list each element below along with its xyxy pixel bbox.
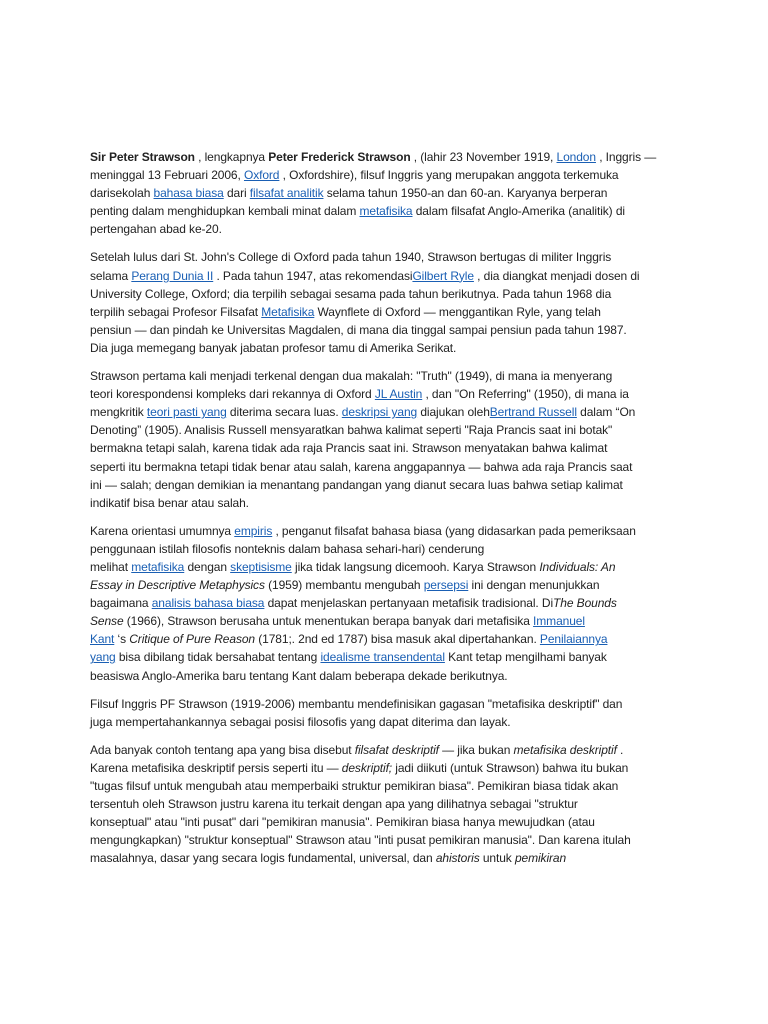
hyperlink[interactable]: Immanuel <box>533 614 585 629</box>
text-run: melihat <box>90 559 132 574</box>
text-line <box>90 148 690 166</box>
document-body <box>90 148 690 877</box>
hyperlink[interactable]: deskripsi yang <box>341 405 418 420</box>
italic-text: pemikiran <box>514 851 567 866</box>
hyperlink[interactable]: teori pasti yang <box>146 405 227 420</box>
hyperlink[interactable]: JL Austin <box>374 387 423 402</box>
hyperlink[interactable]: metafisika <box>359 204 413 219</box>
italic-text: filsafat deskriptif <box>354 742 439 757</box>
italic-text: deskriptif; <box>341 760 393 775</box>
text-line <box>90 303 690 321</box>
text-line <box>90 458 690 476</box>
text-run: Waynflete di Oxford — menggantikan Ryle, yang telah <box>314 304 601 319</box>
text-line <box>90 403 690 421</box>
text-run: ‘s <box>114 632 130 647</box>
italic-text: Sense <box>90 614 124 629</box>
text-run: bisa dibilang tidak bersahabat tentang <box>115 650 321 665</box>
hyperlink[interactable]: filsafat analitik <box>249 186 324 201</box>
text-run: Karena orientasi umumnya <box>90 523 235 538</box>
text-line <box>90 813 690 831</box>
text-run: pertengahan abad ke-20. <box>90 222 222 237</box>
hyperlink[interactable]: empiris <box>234 523 273 538</box>
italic-text: Critique of Pure Reason <box>129 632 256 647</box>
text-line <box>90 741 690 759</box>
text-run: penggunaan istilah filosofis nonteknis dalam bahasa sehari-hari) cenderung <box>90 541 485 556</box>
text-run: , Inggris — <box>595 150 657 164</box>
text-run: bagaimana <box>90 596 152 611</box>
paragraph-4 <box>90 522 690 685</box>
text-run: untuk <box>479 851 515 866</box>
text-line <box>90 849 690 867</box>
bold-text: Peter Frederick Strawson <box>268 150 411 164</box>
text-line <box>90 220 690 238</box>
text-line <box>90 439 690 457</box>
hyperlink[interactable]: Penilaiannya <box>539 632 608 647</box>
paragraph-6 <box>90 741 690 868</box>
hyperlink[interactable]: metafisika <box>131 559 185 574</box>
text-line <box>90 184 690 202</box>
text-run: jadi diikuti (untuk Strawson) bahwa itu bukan <box>392 760 629 775</box>
hyperlink[interactable]: yang <box>90 650 116 665</box>
text-run: beasiswa Anglo-Amerika baru tentang Kant dalam beberapa dekade berikutnya. <box>90 668 508 683</box>
text-run: , (lahir 23 November 1919, <box>410 150 557 164</box>
text-line <box>90 777 690 795</box>
text-line <box>90 795 690 813</box>
text-run: teori korespondensi kompleks dari rekannya di Oxford <box>90 387 375 402</box>
paragraph-5 <box>90 695 690 731</box>
text-run: (1959) membantu mengubah <box>264 578 424 593</box>
hyperlink[interactable]: Bertrand Russell <box>489 405 577 420</box>
text-line <box>90 522 690 540</box>
text-run: (1966), Strawson berusaha untuk menentukan berapa banyak dari metafisika <box>123 614 534 629</box>
hyperlink[interactable]: bahasa biasa <box>153 186 224 201</box>
text-run: terpilih sebagai Profesor Filsafat <box>90 304 262 319</box>
text-run: diterima secara luas. <box>226 405 342 420</box>
text-run: Dia juga memegang banyak jabatan profesor tamu di Amerika Serikat. <box>90 340 457 355</box>
text-line <box>90 494 690 512</box>
text-run: "tugas filsuf untuk mengubah atau memperbaiki struktur pemikiran biasa". Pemikiran biasa tidak akan <box>90 779 619 793</box>
text-run: Denoting” (1905). Analisis Russell mensyaratkan bahwa kalimat seperti "Raja Prancis saat ini botak" <box>90 423 613 438</box>
hyperlink[interactable]: Kant <box>90 632 115 647</box>
text-line <box>90 367 690 385</box>
text-line <box>90 385 690 403</box>
text-run: dengan <box>184 559 231 574</box>
text-run: , Oxfordshire), filsuf Inggris yang merupakan anggota terkemuka <box>279 168 619 183</box>
text-run: selama <box>90 268 132 283</box>
text-line <box>90 594 690 612</box>
hyperlink[interactable]: Metafisika <box>261 304 315 319</box>
text-run: dalam filsafat Anglo-Amerika (analitik) di <box>412 204 625 219</box>
italic-text: The Bounds <box>553 596 617 611</box>
text-run: Filsuf Inggris PF Strawson (1919-2006) membantu mendefinisikan gagasan "metafisika deskriptif" dan <box>90 696 623 711</box>
text-line <box>90 576 690 594</box>
text-run: mengkritik <box>90 405 147 420</box>
text-line <box>90 421 690 439</box>
italic-text: Essay in Descriptive Metaphysics <box>90 578 265 593</box>
text-run: dalam “On <box>576 405 636 420</box>
paragraph-3 <box>90 367 690 512</box>
paragraph-2 <box>90 248 690 357</box>
text-run: juga mempertahankannya sebagai posisi filosofis yang dapat diterima dan layak. <box>90 714 511 729</box>
italic-text: ahistoris <box>435 851 480 866</box>
hyperlink[interactable]: idealisme transendental <box>320 650 445 665</box>
text-line <box>90 558 690 576</box>
text-run: darisekolah <box>90 186 154 201</box>
text-line <box>90 476 690 494</box>
hyperlink[interactable]: analisis bahasa biasa <box>151 596 265 611</box>
text-line <box>90 166 690 184</box>
hyperlink[interactable]: Perang Dunia II <box>131 268 214 283</box>
bold-text: Sir Peter Strawson <box>90 150 195 164</box>
text-run: konseptual" atau "inti pusat" dari "pemikiran manusia". Pemikiran biasa hanya mewujudkan (atau <box>90 815 595 830</box>
text-line <box>90 695 690 713</box>
hyperlink[interactable]: persepsi <box>423 578 469 593</box>
hyperlink[interactable]: skeptisisme <box>230 559 292 574</box>
text-run: masalahnya, dasar yang secara logis fundamental, universal, dan <box>90 851 436 866</box>
text-run: ini — salah; dengan demikian ia menantang pandangan yang dianut secara luas bahwa setiap kalimat <box>90 477 623 492</box>
text-run: mengungkapkan) "struktur konseptual" Strawson atau "inti pusat pemikiran manusia". Dan karena itulah <box>90 833 631 848</box>
text-run: Setelah lulus dari St. John's College di Oxford pada tahun 1940, Strawson bertugas di militer Inggris <box>90 250 612 265</box>
hyperlink[interactable]: Oxford <box>243 168 280 183</box>
text-run: , lengkapnya <box>194 150 269 164</box>
text-line <box>90 612 690 630</box>
text-line <box>90 321 690 339</box>
text-line <box>90 285 690 303</box>
text-run: , dan "On Referring" (1950), di mana ia <box>422 387 629 402</box>
text-run: Ada banyak contoh tentang apa yang bisa disebut <box>90 742 355 757</box>
text-line <box>90 648 690 666</box>
text-run: meninggal 13 Februari 2006, <box>90 168 244 183</box>
text-line <box>90 713 690 731</box>
text-run: selama tahun 1950-an dan 60-an. Karyanya berperan <box>323 186 608 201</box>
text-line <box>90 759 690 777</box>
text-run: . Pada tahun 1947, atas rekomendasi <box>213 268 413 283</box>
text-run: ini dengan menunjukkan <box>468 578 600 593</box>
text-line <box>90 831 690 849</box>
paragraph-1 <box>90 148 690 238</box>
text-run: dari <box>223 186 250 201</box>
text-run: pensiun — dan pindah ke Universitas Magdalen, di mana dia tinggal sampai pensiun pada tahun 1987. <box>90 322 627 337</box>
text-run: tersentuh oleh Strawson justru karena itu terkait dengan apa yang dilihatnya sebagai "struktur <box>90 797 578 812</box>
hyperlink[interactable]: London <box>556 150 596 164</box>
text-line <box>90 339 690 357</box>
text-run: Strawson pertama kali menjadi terkenal dengan dua makalah: "Truth" (1949), di mana ia menyerang <box>90 369 613 384</box>
text-run: jika tidak langsung dicemooh. Karya Strawson <box>291 559 540 574</box>
text-run: Kant tetap mengilhami banyak <box>444 650 607 665</box>
text-run: (1781;. 2nd ed 1787) bisa masuk akal dipertahankan. <box>255 632 540 647</box>
text-run: dapat menjelaskan pertanyaan metafisik tradisional. Di <box>264 596 554 611</box>
text-line <box>90 202 690 220</box>
italic-text: metafisika deskriptif <box>513 742 617 757</box>
text-run: indikatif bisa benar atau salah. <box>90 495 249 510</box>
italic-text: Individuals: An <box>539 559 616 574</box>
text-run: . <box>616 742 624 757</box>
text-run: seperti itu bermakna tetapi tidak benar atau salah, karena anggapannya — bahwa ada raja Prancis saat <box>90 459 633 474</box>
text-run: bermakna tetapi salah, karena tidak ada raja Prancis saat ini. Strawson menyatakan bahwa kalimat <box>90 441 608 456</box>
text-run: , penganut filsafat bahasa biasa (yang didasarkan pada pemeriksaan <box>272 523 636 538</box>
text-run: University College, Oxford; dia terpilih sebagai sesama pada tahun berikutnya. Pada tahun 1968 dia <box>90 286 612 301</box>
text-line <box>90 267 690 285</box>
text-line <box>90 630 690 648</box>
text-run: — jika bukan <box>438 742 514 757</box>
text-run: diajukan oleh <box>417 405 490 420</box>
text-run: , dia diangkat menjadi dosen di <box>473 268 640 283</box>
hyperlink[interactable]: Gilbert Ryle <box>412 268 474 283</box>
text-line <box>90 667 690 685</box>
text-run: penting dalam menghidupkan kembali minat dalam <box>90 204 360 219</box>
text-run: Karena metafisika deskriptif persis seperti itu — <box>90 760 342 775</box>
text-line <box>90 540 690 558</box>
text-line <box>90 248 690 266</box>
